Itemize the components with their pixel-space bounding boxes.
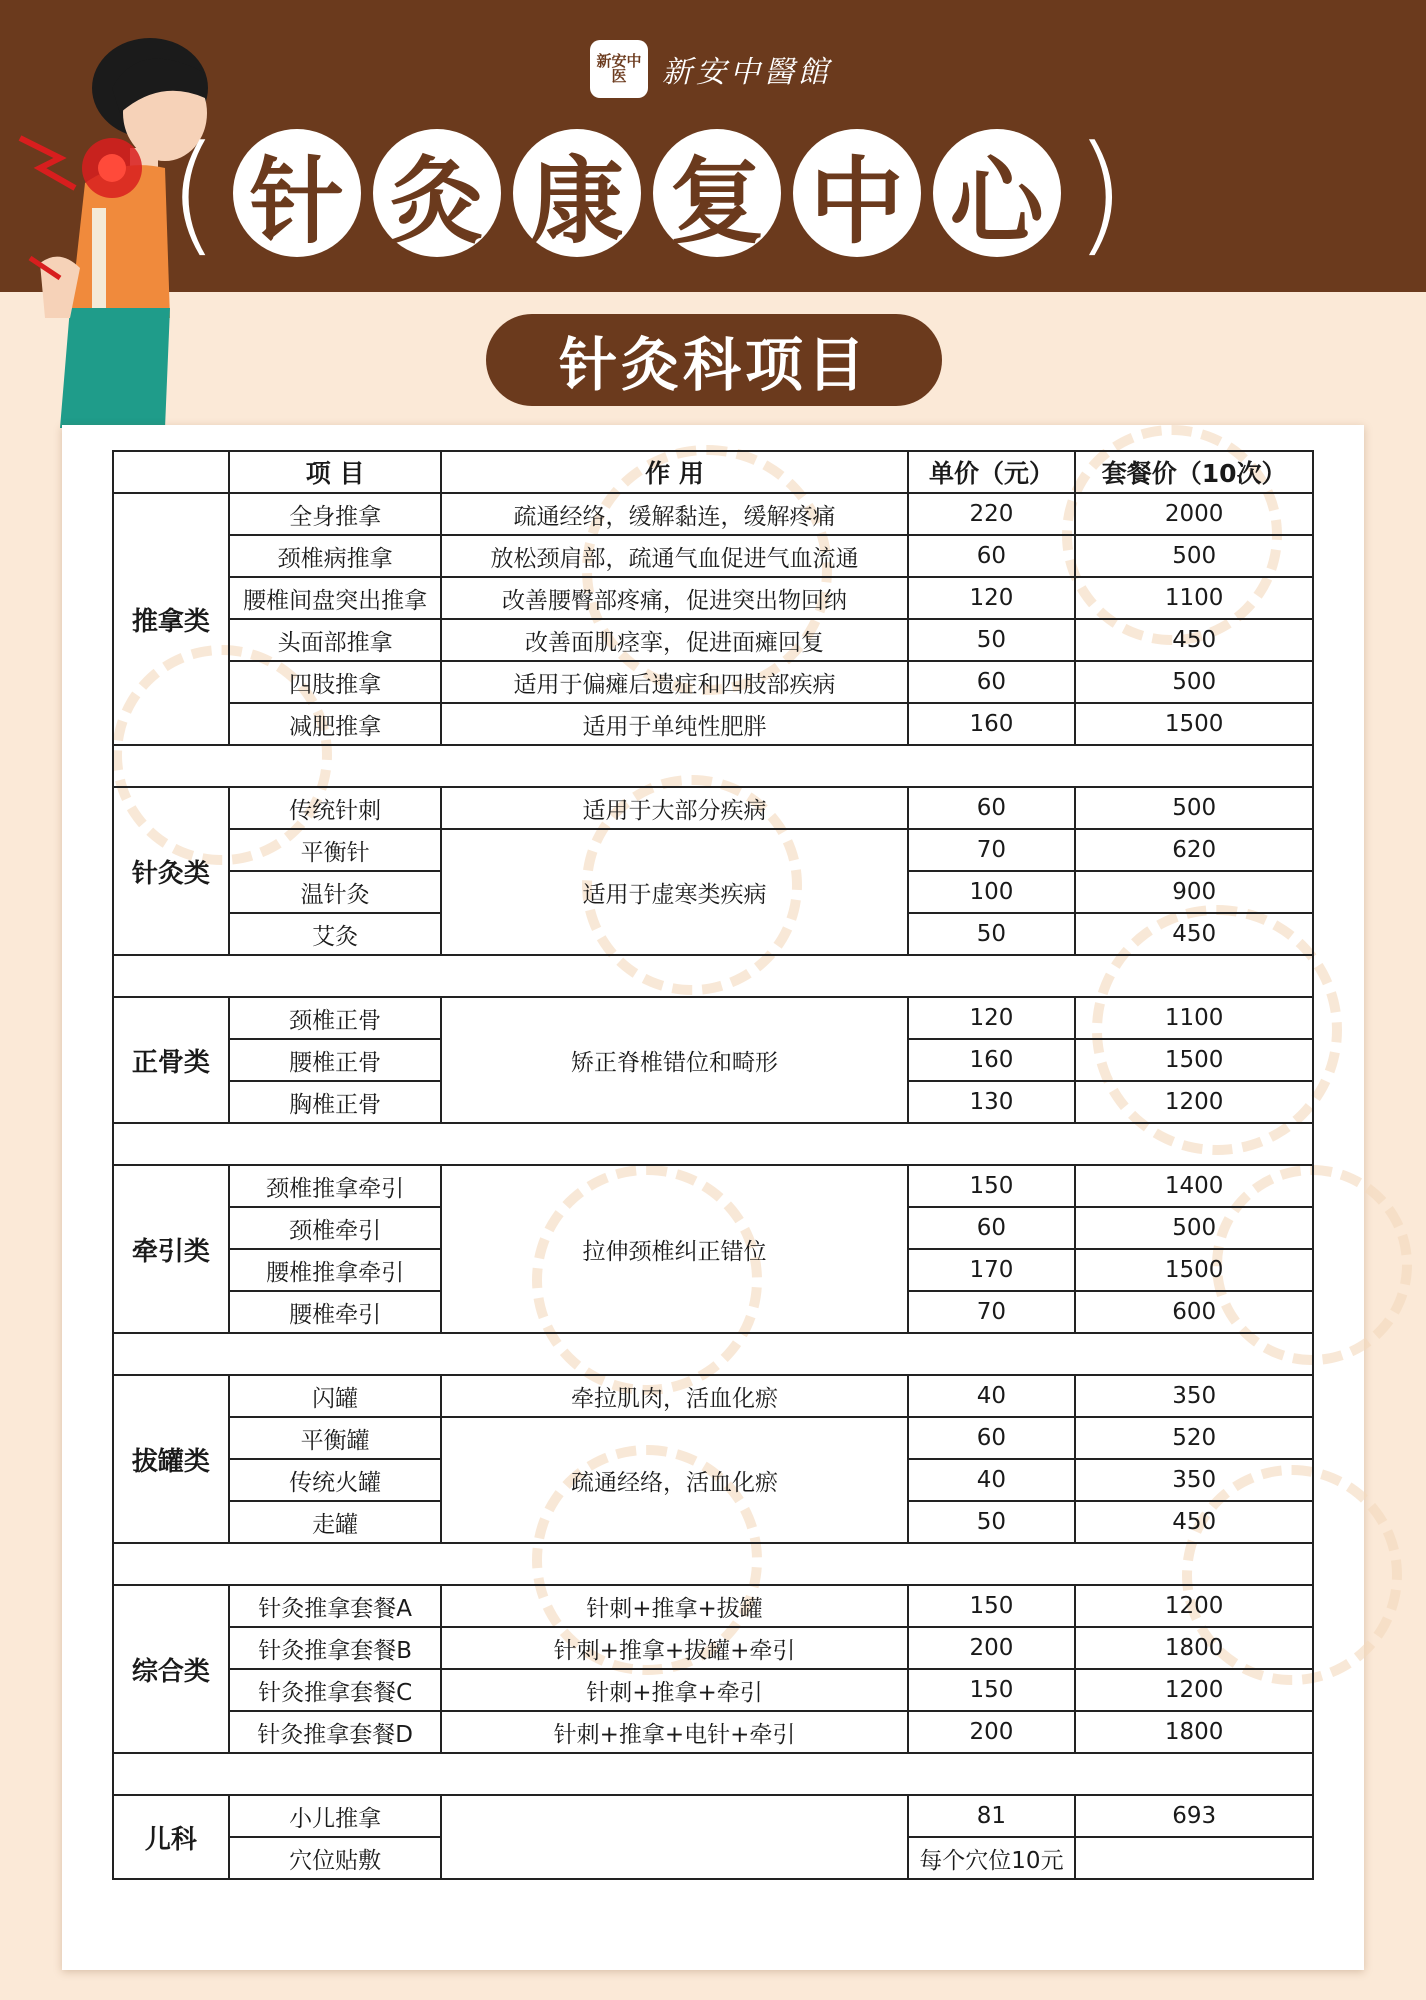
category-cell: 推拿类 <box>113 493 229 745</box>
effect-cell: 针刺+推拿+电针+牵引 <box>441 1711 907 1753</box>
package-cell: 900 <box>1075 871 1313 913</box>
price-cell: 160 <box>908 703 1076 745</box>
effect-cell: 适用于虚寒类疾病 <box>441 829 907 955</box>
header-unit-price: 单价（元） <box>908 451 1076 493</box>
package-cell: 1200 <box>1075 1081 1313 1123</box>
item-cell: 腰椎推拿牵引 <box>229 1249 442 1291</box>
price-cell: 220 <box>908 493 1076 535</box>
item-cell: 传统针刺 <box>229 787 442 829</box>
package-cell: 693 <box>1075 1795 1313 1837</box>
price-cell: 50 <box>908 913 1076 955</box>
spacer-row <box>113 745 1313 787</box>
item-cell: 穴位贴敷 <box>229 1837 442 1879</box>
item-cell: 闪罐 <box>229 1375 442 1417</box>
item-cell: 颈椎正骨 <box>229 997 442 1039</box>
header-category <box>113 451 229 493</box>
title-char: 灸 <box>373 129 501 257</box>
brand-seal: 新安中医 <box>590 40 648 98</box>
item-cell: 减肥推拿 <box>229 703 442 745</box>
table-row <box>113 703 1313 745</box>
table-row <box>113 1711 1313 1753</box>
item-cell: 颈椎牵引 <box>229 1207 442 1249</box>
category-cell: 牵引类 <box>113 1165 229 1333</box>
price-cell: 120 <box>908 577 1076 619</box>
section-subtitle: 针灸科项目 <box>486 314 942 406</box>
spacer-row <box>113 1753 1313 1795</box>
brand-name: 新安中醫館 <box>662 55 832 90</box>
item-cell: 四肢推拿 <box>229 661 442 703</box>
effect-cell: 拉伸颈椎纠正错位 <box>441 1165 907 1333</box>
package-cell: 450 <box>1075 1501 1313 1543</box>
title-char: 心 <box>933 129 1061 257</box>
effect-cell: 矫正脊椎错位和畸形 <box>441 997 907 1123</box>
package-cell: 1800 <box>1075 1711 1313 1753</box>
spacer-row <box>113 1123 1313 1165</box>
price-list-card <box>62 425 1364 1970</box>
table-row <box>113 1585 1313 1627</box>
effect-cell: 适用于大部分疾病 <box>441 787 907 829</box>
effect-cell: 牵拉肌肉，活血化瘀 <box>441 1375 907 1417</box>
table-row <box>113 829 1313 871</box>
package-cell: 350 <box>1075 1459 1313 1501</box>
table-row <box>113 1627 1313 1669</box>
header-effect: 作 用 <box>441 451 907 493</box>
price-cell: 70 <box>908 829 1076 871</box>
price-cell: 100 <box>908 871 1076 913</box>
package-cell: 1500 <box>1075 703 1313 745</box>
item-cell: 传统火罐 <box>229 1459 442 1501</box>
item-cell: 颈椎推拿牵引 <box>229 1165 442 1207</box>
effect-cell: 改善面肌痉挛，促进面瘫回复 <box>441 619 907 661</box>
header-item: 项 目 <box>229 451 442 493</box>
effect-cell: 疏通经络，缓解黏连，缓解疼痛 <box>441 493 907 535</box>
table-row <box>113 1795 1313 1837</box>
package-cell: 1800 <box>1075 1627 1313 1669</box>
effect-cell: 疏通经络，活血化瘀 <box>441 1417 907 1543</box>
price-cell: 150 <box>908 1165 1076 1207</box>
table-row <box>113 493 1313 535</box>
price-cell: 160 <box>908 1039 1076 1081</box>
item-cell: 全身推拿 <box>229 493 442 535</box>
price-cell: 60 <box>908 661 1076 703</box>
right-paren-decoration: ) <box>1074 117 1126 269</box>
table-row <box>113 577 1313 619</box>
table-row <box>113 787 1313 829</box>
price-cell: 60 <box>908 787 1076 829</box>
category-cell: 拔罐类 <box>113 1375 229 1543</box>
package-cell: 620 <box>1075 829 1313 871</box>
price-cell: 每个穴位10元 <box>908 1837 1076 1879</box>
package-cell: 600 <box>1075 1291 1313 1333</box>
effect-cell: 放松颈肩部，疏通气血促进气血流通 <box>441 535 907 577</box>
package-cell: 1500 <box>1075 1039 1313 1081</box>
price-cell: 70 <box>908 1291 1076 1333</box>
item-cell: 针灸推拿套餐A <box>229 1585 442 1627</box>
effect-cell: 针刺+推拿+牵引 <box>441 1669 907 1711</box>
spacer-row <box>113 1543 1313 1585</box>
package-cell: 1100 <box>1075 997 1313 1039</box>
price-cell: 40 <box>908 1375 1076 1417</box>
price-cell: 130 <box>908 1081 1076 1123</box>
title-char: 康 <box>513 129 641 257</box>
price-cell: 50 <box>908 619 1076 661</box>
table-row <box>113 619 1313 661</box>
category-cell: 儿科 <box>113 1795 229 1879</box>
price-cell: 150 <box>908 1669 1076 1711</box>
package-cell: 500 <box>1075 787 1313 829</box>
item-cell: 胸椎正骨 <box>229 1081 442 1123</box>
category-cell: 综合类 <box>113 1585 229 1753</box>
effect-cell: 针刺+推拿+拔罐+牵引 <box>441 1627 907 1669</box>
item-cell: 针灸推拿套餐D <box>229 1711 442 1753</box>
table-row <box>113 1375 1313 1417</box>
left-paren-decoration: ( <box>168 117 219 269</box>
package-cell: 2000 <box>1075 493 1313 535</box>
price-cell: 40 <box>908 1459 1076 1501</box>
item-cell: 走罐 <box>229 1501 442 1543</box>
item-cell: 温针灸 <box>229 871 442 913</box>
price-cell: 50 <box>908 1501 1076 1543</box>
item-cell: 针灸推拿套餐B <box>229 1627 442 1669</box>
item-cell: 腰椎牵引 <box>229 1291 442 1333</box>
header-package-price: 套餐价（10次） <box>1075 451 1313 493</box>
spacer-row <box>113 955 1313 997</box>
title-char: 针 <box>233 129 361 257</box>
package-cell: 1100 <box>1075 577 1313 619</box>
table-row <box>113 1417 1313 1459</box>
page-title <box>168 118 1125 268</box>
effect-cell: 适用于偏瘫后遗症和四肢部疾病 <box>441 661 907 703</box>
category-cell: 正骨类 <box>113 997 229 1123</box>
item-cell: 平衡针 <box>229 829 442 871</box>
package-cell <box>1075 1837 1313 1879</box>
item-cell: 腰椎间盘突出推拿 <box>229 577 442 619</box>
item-cell: 小儿推拿 <box>229 1795 442 1837</box>
price-cell: 60 <box>908 1417 1076 1459</box>
table-row <box>113 997 1313 1039</box>
package-cell: 450 <box>1075 619 1313 661</box>
price-cell: 170 <box>908 1249 1076 1291</box>
table-row <box>113 1165 1313 1207</box>
table-row <box>113 1669 1313 1711</box>
item-cell: 头面部推拿 <box>229 619 442 661</box>
item-cell: 平衡罐 <box>229 1417 442 1459</box>
package-cell: 1200 <box>1075 1669 1313 1711</box>
package-cell: 500 <box>1075 535 1313 577</box>
package-cell: 500 <box>1075 1207 1313 1249</box>
price-cell: 60 <box>908 535 1076 577</box>
item-cell: 腰椎正骨 <box>229 1039 442 1081</box>
price-table <box>112 450 1314 1880</box>
package-cell: 350 <box>1075 1375 1313 1417</box>
price-cell: 200 <box>908 1711 1076 1753</box>
effect-cell <box>441 1795 907 1879</box>
table-row <box>113 535 1313 577</box>
table-row <box>113 661 1313 703</box>
item-cell: 颈椎病推拿 <box>229 535 442 577</box>
spacer-row <box>113 1333 1313 1375</box>
effect-cell: 改善腰臀部疼痛，促进突出物回纳 <box>441 577 907 619</box>
package-cell: 1400 <box>1075 1165 1313 1207</box>
title-char: 复 <box>653 129 781 257</box>
item-cell: 针灸推拿套餐C <box>229 1669 442 1711</box>
price-cell: 150 <box>908 1585 1076 1627</box>
effect-cell: 针刺+推拿+拔罐 <box>441 1585 907 1627</box>
title-char: 中 <box>793 129 921 257</box>
package-cell: 500 <box>1075 661 1313 703</box>
price-cell: 60 <box>908 1207 1076 1249</box>
price-cell: 120 <box>908 997 1076 1039</box>
effect-cell: 适用于单纯性肥胖 <box>441 703 907 745</box>
package-cell: 1200 <box>1075 1585 1313 1627</box>
price-cell: 81 <box>908 1795 1076 1837</box>
price-cell: 200 <box>908 1627 1076 1669</box>
item-cell: 艾灸 <box>229 913 442 955</box>
package-cell: 1500 <box>1075 1249 1313 1291</box>
brand-logo <box>590 40 832 98</box>
package-cell: 450 <box>1075 913 1313 955</box>
category-cell: 针灸类 <box>113 787 229 955</box>
package-cell: 520 <box>1075 1417 1313 1459</box>
table-header-row <box>113 451 1313 493</box>
